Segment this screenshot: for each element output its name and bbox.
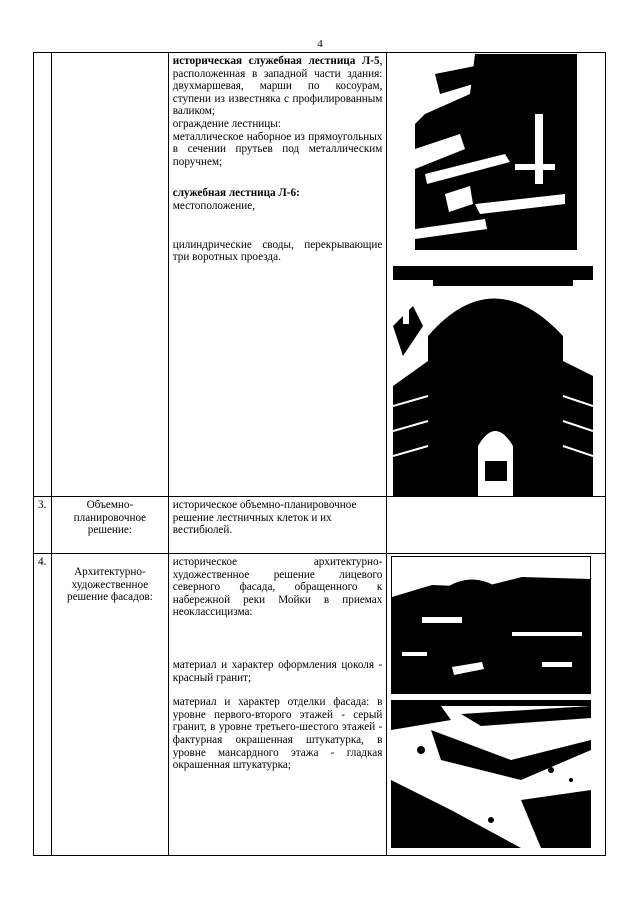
table-row	[34, 554, 606, 856]
railing-description: металлическое наборное из прямоугольных в сечении прутьев под металлическим поручнем;	[172, 130, 383, 168]
photo-gateway-vaults	[393, 266, 593, 496]
row-label	[52, 53, 169, 497]
row-label: Архитектурно-художественное решение фасадов:	[66, 566, 153, 604]
protection-subject-table	[33, 52, 606, 856]
row-number: 3.	[34, 497, 52, 554]
photo-cell	[387, 554, 606, 856]
row-text	[168, 53, 387, 497]
stair-l5-title: историческая служебная лестница Л-5	[172, 55, 380, 67]
plinth-material: материал и характер оформления цоколя - красный гранит;	[172, 658, 383, 684]
row-number	[34, 53, 52, 497]
table-row	[34, 497, 606, 554]
row-label: Объемно-планировочное решение:	[52, 497, 169, 554]
photo-cell	[387, 53, 606, 497]
vaults-description: цилиндрические своды, перекрывающие три воротных проезда.	[172, 238, 383, 264]
railing-heading: ограждение лестницы:	[172, 117, 281, 130]
stair-l6-location: местоположение,	[172, 199, 256, 212]
facade-solution: историческое архитектурно-художественное решение лицевого северного фасада, обращенного к набережной реки Мойки в приемах неоклассицизма:	[172, 556, 383, 619]
photo-facade-plinth	[391, 556, 591, 694]
facade-finish: материал и характер отделки фасада: в уровне первого-второго этажей - серый гранит, в уровне третьего-шестого этажей - фактурная окрашенная штукатурка, в уровне мансардного этажа - гладкая окрашенная штукатурка;	[172, 696, 383, 772]
row-number: 4.	[34, 554, 52, 856]
page-number: 4	[317, 38, 323, 50]
photo-facade-detail	[391, 700, 591, 848]
photo-staircase	[415, 54, 577, 250]
stair-l5-description: , расположенная в западной части здания: двухмаршевая, марши по косоурам, ступени из известняка с профилированным валиком;	[172, 55, 383, 118]
photo-cell	[387, 497, 606, 554]
row-label-cell	[52, 554, 169, 856]
row-text: историческое объемно-планировочное решение лестничных клеток и их вестибюлей.	[168, 497, 387, 554]
row-text	[168, 554, 387, 856]
stair-l6-title: служебная лестница Л-6:	[172, 187, 300, 200]
table-row	[34, 53, 606, 497]
